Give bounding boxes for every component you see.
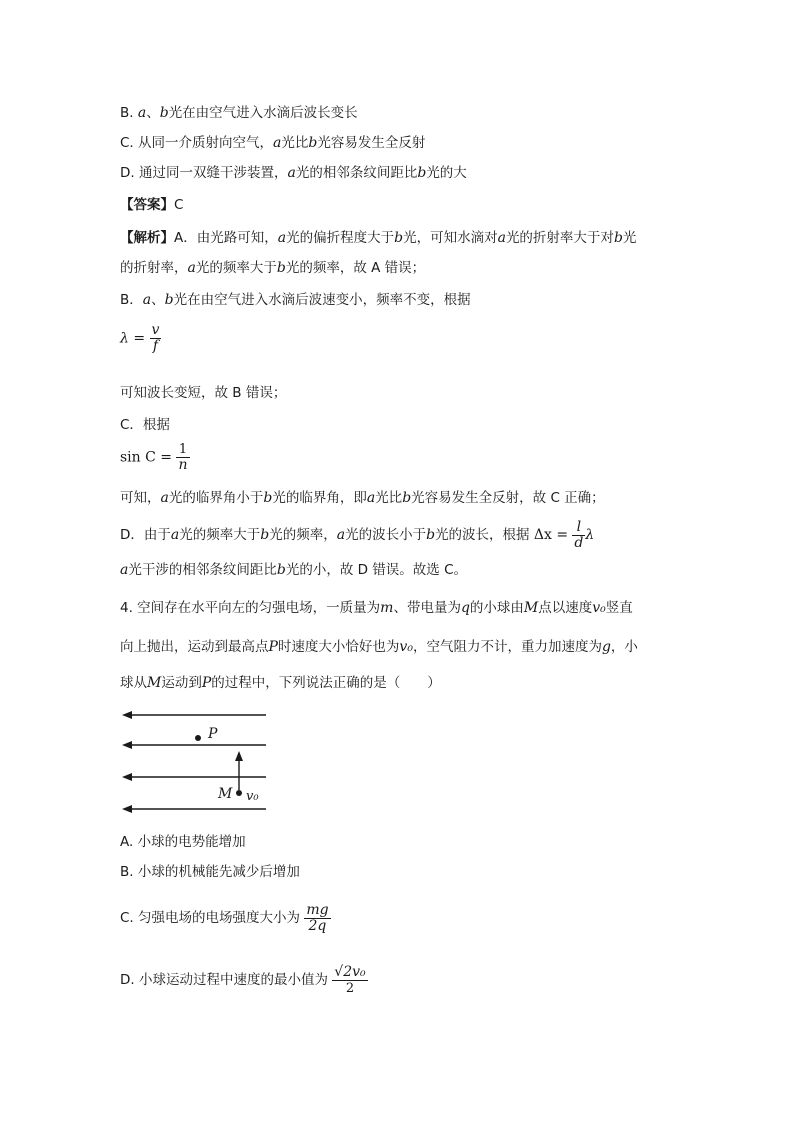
velocity-arrow: [235, 751, 243, 790]
q4-option-a[interactable]: A. 小球的电势能增加: [120, 834, 246, 850]
q4-stem-line2: 向上抛出，运动到最高点P时速度大小恰好也为v₀，空气阻力不计，重力加速度为g，小: [120, 639, 638, 655]
field-line-1: [122, 711, 266, 719]
q4-option-d[interactable]: D. 小球运动过程中速度的最小值为 $\frac{\text{√2v₀}}{2}$: [120, 963, 366, 996]
analysis-c-line2: 可知，a光的临界角小于b光的临界角，即a光比b光容易发生全反射，故 C 正确；: [120, 490, 605, 506]
q4-stem-line3: 球从M运动到P的过程中，下列说法正确的是（ ）: [120, 675, 441, 691]
field-line-2: [122, 741, 266, 749]
point-p-dot: [195, 735, 201, 741]
formula-critical-angle: sin C = $\frac{1}{n}$: [120, 442, 188, 473]
q4-option-c[interactable]: C. 匀强电场的电场强度大小为 $\frac{mg}{2q}$: [120, 901, 329, 934]
q4-option-b[interactable]: B. 小球的机械能先减少后增加: [120, 864, 300, 880]
prev-option-b: B. a、b光在由空气进入水滴后波长变长: [120, 105, 358, 121]
label-v0: v₀: [246, 789, 259, 804]
analysis-a-line2: 的折射率，a光的频率大于b光的频率，故 A 错误；: [120, 260, 426, 276]
analysis-tag: 【解析】: [120, 230, 174, 246]
field-line-3: [122, 773, 266, 781]
analysis-b-line1: B．a、b光在由空气进入水滴后波速变小，频率不变，根据: [120, 292, 471, 308]
analysis-c-line1: C．根据: [120, 417, 170, 433]
analysis-d-line2: a光干涉的相邻条纹间距比b光的小，故 D 错误。故选 C。: [120, 562, 468, 578]
analysis-a-line1: 【解析】A．由光路可知，a光的偏折程度大于b光，可知水滴对a光的折射率大于对b光: [120, 230, 637, 246]
field-line-4: [122, 805, 266, 813]
answer-line: [120, 195, 183, 215]
q4-stem-line1: 4. 空间存在水平向左的匀强电场，一质量为m、带电量为q的小球由M点以速度v₀竖直: [120, 600, 633, 616]
prev-option-d: D. 通过同一双缝干涉装置，a光的相邻条纹间距比b光的大: [120, 165, 467, 181]
point-m-dot: [236, 790, 242, 796]
label-p: P: [208, 726, 218, 742]
analysis-b-line2: 可知波长变短，故 B 错误；: [120, 385, 287, 401]
answer-tag: 【答案】: [120, 197, 174, 213]
prev-option-c: C. 从同一介质射向空气，a光比b光容易发生全反射: [120, 135, 426, 151]
answer-value: C: [174, 197, 184, 213]
electric-field-figure: [120, 705, 280, 824]
formula-wavelength: λ = $\frac{v}{f}$: [120, 322, 160, 354]
analysis-d-line1: D．由于a光的频率大于b光的频率，a光的波长小于b光的波长，根据 Δx = $\frac{l}{d}$ λ: [120, 518, 595, 551]
label-m: M: [218, 786, 233, 802]
